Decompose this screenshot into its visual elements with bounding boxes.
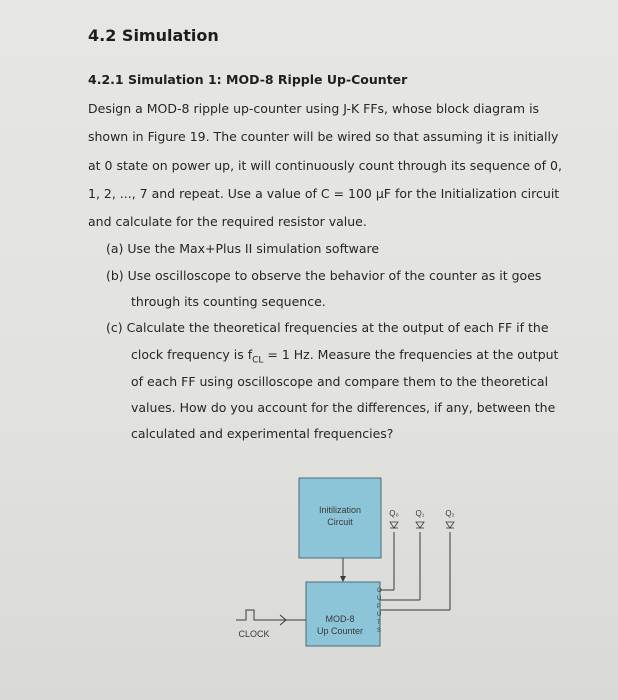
q1-label: Q₁ bbox=[415, 509, 425, 518]
item-b-line-1: (b) Use oscilloscope to observe the behavior of the counter as it goes bbox=[106, 268, 542, 283]
item-c-line-2: clock frequency is $f_{CL} = 1$ Hz. Measure the frequencies at the output bbox=[131, 347, 559, 366]
item-c-line-1: (c) Calculate the theoretical frequencies at the output of each FF if the bbox=[106, 320, 549, 335]
paragraph-line-1: Design a MOD-8 ripple up-counter using J-K FFs, whose block diagram is bbox=[88, 101, 540, 116]
paragraph-line-2: shown in Figure 19. The counter will be wired so that assuming it is initially bbox=[88, 129, 559, 144]
paragraph-line-3: at 0 state on power up, it will continuously count through its sequence of 0, bbox=[88, 158, 562, 173]
item-a: (a) Use the Max+Plus II simulation software bbox=[106, 241, 380, 256]
item-b-line-2: through its counting sequence. bbox=[131, 294, 326, 309]
item-c-line-3: of each FF using oscilloscope and compare them to the theoretical bbox=[131, 374, 549, 389]
clock-label: CLOCK bbox=[238, 629, 270, 639]
counter-label-2: Up Counter bbox=[316, 626, 364, 636]
init-label-2: Circuit bbox=[327, 517, 353, 527]
outputs-letters: O U P U T S bbox=[377, 588, 382, 634]
init-arrow-head bbox=[340, 576, 346, 582]
item-c-line-5: calculated and experimental frequencies? bbox=[131, 426, 394, 441]
paragraph-line-5: and calculate for the required resistor value. bbox=[88, 214, 367, 229]
counter-label-1: MOD-8 bbox=[325, 614, 355, 624]
q0-led-icon bbox=[390, 522, 398, 528]
q1-led-icon bbox=[416, 522, 424, 528]
block-diagram bbox=[220, 460, 480, 660]
item-c-line-4: values. How do you account for the differences, if any, between the bbox=[131, 400, 556, 415]
subsection-title: 4.2.1 Simulation 1: MOD-8 Ripple Up-Counter bbox=[88, 72, 408, 87]
clock-pulse-icon bbox=[236, 610, 306, 625]
section-title: 4.2 Simulation bbox=[88, 26, 219, 45]
init-label-1: Initilization bbox=[318, 505, 362, 515]
q2-led-icon bbox=[446, 522, 454, 528]
paragraph-line-4: 1, 2, ..., 7 and repeat. Use a value of C = 100 µF for the Initialization circuit bbox=[88, 186, 560, 201]
q0-label: Q₀ bbox=[389, 509, 399, 518]
q2-label: Q₂ bbox=[445, 509, 455, 518]
